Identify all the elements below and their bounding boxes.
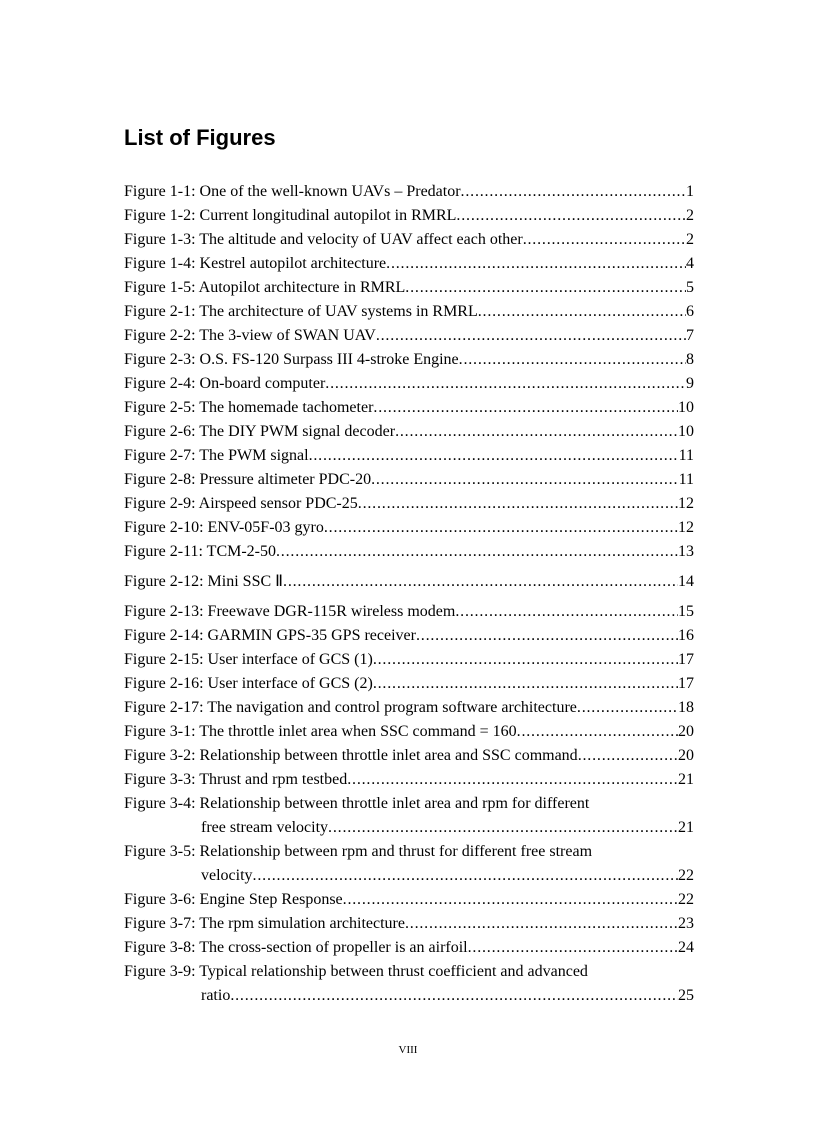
dot-leader	[577, 696, 678, 720]
dot-leader	[468, 936, 678, 960]
figure-entry[interactable]	[124, 276, 694, 300]
dot-leader	[371, 468, 679, 492]
dot-leader	[324, 516, 678, 540]
figure-page-number: 4	[686, 255, 694, 272]
figure-entry[interactable]	[124, 570, 694, 594]
figure-title: Figure 3-3: Thrust and rpm testbed	[124, 771, 348, 788]
dot-leader	[376, 324, 686, 348]
figure-list	[124, 180, 694, 1008]
dot-leader	[253, 864, 678, 888]
figure-entry[interactable]	[124, 492, 694, 516]
figure-title: Figure 2-7: The PWM signal	[124, 447, 309, 464]
figure-page-number: 15	[678, 603, 694, 620]
figure-page-number: 21	[678, 819, 694, 836]
figure-page-number: 13	[678, 543, 694, 560]
dot-leader	[395, 420, 678, 444]
figure-title: Figure 3-5: Relationship between rpm and thrust for different free stream	[124, 843, 593, 860]
dot-leader	[455, 600, 678, 624]
figure-title: Figure 3-6: Engine Step Response	[124, 891, 343, 908]
dot-leader	[386, 252, 686, 276]
figure-page-number: 22	[678, 867, 694, 884]
figure-title: Figure 3-9: Typical relationship between thrust coefficient and advanced	[124, 963, 588, 980]
figure-entry[interactable]	[124, 936, 694, 960]
figure-page-number: 16	[678, 627, 694, 644]
figure-page-number: 12	[678, 495, 694, 512]
figure-entry[interactable]	[124, 672, 694, 696]
figure-entry[interactable]	[124, 720, 694, 744]
figure-entry[interactable]	[124, 840, 694, 888]
figure-title-continued: velocity	[201, 867, 253, 884]
figure-page-number: 24	[678, 939, 694, 956]
figure-entry[interactable]	[124, 324, 694, 348]
figure-entry[interactable]	[124, 204, 694, 228]
figure-entry[interactable]	[124, 624, 694, 648]
figure-page-number: 20	[678, 723, 694, 740]
dot-leader	[343, 888, 678, 912]
figure-page-number: 25	[678, 987, 694, 1004]
dot-leader	[309, 444, 679, 468]
figure-page-number: 9	[686, 375, 694, 392]
dot-leader	[478, 300, 686, 324]
figure-title: Figure 2-17: The navigation and control program software architecture	[124, 699, 577, 716]
figure-page-number: 12	[678, 519, 694, 536]
figure-page-number: 1	[686, 183, 694, 200]
figure-title: Figure 2-10: ENV-05F-03 gyro	[124, 519, 324, 536]
figure-title: Figure 2-13: Freewave DGR-115R wireless modem	[124, 603, 456, 620]
page-title: List of Figures	[124, 125, 276, 150]
figure-entry[interactable]	[124, 444, 694, 468]
figure-page-number: 22	[678, 891, 694, 908]
dot-leader	[276, 540, 678, 564]
figure-page-number: 6	[686, 303, 694, 320]
figure-title: Figure 2-16: User interface of GCS (2)	[124, 675, 373, 692]
figure-page-number: 8	[686, 351, 694, 368]
figure-page-number: 2	[686, 231, 694, 248]
figure-title: Figure 1-3: The altitude and velocity of UAV affect each other	[124, 231, 523, 248]
dot-leader	[328, 816, 678, 840]
dot-leader	[578, 744, 678, 768]
figure-page-number: 17	[678, 675, 694, 692]
dot-leader	[373, 396, 678, 420]
figure-entry[interactable]	[124, 960, 694, 1008]
figure-entry[interactable]	[124, 396, 694, 420]
figure-title: Figure 3-8: The cross-section of propeller is an airfoil	[124, 939, 468, 956]
figure-title: Figure 2-9: Airspeed sensor PDC-25	[124, 495, 358, 512]
figure-entry[interactable]	[124, 348, 694, 372]
figure-entry[interactable]	[124, 648, 694, 672]
figure-page-number: 18	[678, 699, 694, 716]
figure-entry[interactable]	[124, 744, 694, 768]
figure-page-number: 14	[678, 573, 694, 590]
figure-title: Figure 2-15: User interface of GCS (1)	[124, 651, 373, 668]
dot-leader	[230, 984, 678, 1008]
figure-title: Figure 2-12: Mini SSC Ⅱ	[124, 573, 284, 590]
figure-page-number: 11	[678, 471, 694, 488]
figure-entry[interactable]	[124, 468, 694, 492]
figure-entry[interactable]	[124, 792, 694, 840]
figure-entry[interactable]	[124, 252, 694, 276]
dot-leader	[461, 180, 686, 204]
figure-title-continued: free stream velocity	[201, 819, 329, 836]
figure-title: Figure 3-7: The rpm simulation architecture	[124, 915, 405, 932]
figure-entry[interactable]	[124, 516, 694, 540]
dot-leader	[459, 348, 686, 372]
figure-title: Figure 1-2: Current longitudinal autopilot in RMRL	[124, 207, 457, 224]
figure-title: Figure 1-5: Autopilot architecture in RMRL	[124, 279, 406, 296]
dot-leader	[456, 204, 686, 228]
figure-page-number: 23	[678, 915, 694, 932]
figure-title: Figure 2-14: GARMIN GPS-35 GPS receiver	[124, 627, 416, 644]
page-number-footer: VIII	[398, 1044, 418, 1056]
figure-page-number: 20	[678, 747, 694, 764]
dot-leader	[517, 720, 678, 744]
figure-title: Figure 2-3: O.S. FS-120 Surpass III 4-stroke Engine	[124, 351, 459, 368]
figure-entry[interactable]	[124, 912, 694, 936]
dot-leader	[358, 492, 678, 516]
figure-page-number: 17	[678, 651, 694, 668]
figure-page-number: 11	[678, 447, 694, 464]
figure-page-number: 21	[678, 771, 694, 788]
dot-leader	[347, 768, 678, 792]
dot-leader	[325, 372, 686, 396]
dot-leader	[405, 912, 678, 936]
figure-entry[interactable]	[124, 300, 694, 324]
figure-title: Figure 2-1: The architecture of UAV systems in RMRL	[124, 303, 478, 320]
figure-title: Figure 3-2: Relationship between throttle inlet area and SSC command	[124, 747, 578, 764]
figure-title: Figure 2-5: The homemade tachometer	[124, 399, 374, 416]
dot-leader	[373, 648, 678, 672]
figure-entry[interactable]	[124, 888, 694, 912]
figure-entry[interactable]	[124, 228, 694, 252]
figure-title: Figure 3-1: The throttle inlet area when SSC command = 160	[124, 723, 517, 740]
figure-entry[interactable]	[124, 600, 694, 624]
dot-leader	[405, 276, 686, 300]
figure-title: Figure 1-4: Kestrel autopilot architecture	[124, 255, 387, 272]
figure-entry[interactable]	[124, 696, 694, 720]
figure-title: Figure 1-1: One of the well-known UAVs – Predator	[124, 183, 461, 200]
figure-entry[interactable]	[124, 180, 694, 204]
figure-title: Figure 2-8: Pressure altimeter PDC-20	[124, 471, 372, 488]
figure-page-number: 10	[678, 423, 694, 440]
figure-title-continued: ratio	[201, 987, 231, 1004]
figure-title: Figure 2-4: On-board computer	[124, 375, 326, 392]
figure-title: Figure 2-2: The 3-view of SWAN UAV	[124, 327, 376, 344]
figure-page-number: 10	[678, 399, 694, 416]
dot-leader	[523, 228, 686, 252]
figure-page-number: 2	[686, 207, 694, 224]
figure-title: Figure 2-11: TCM-2-50	[124, 543, 276, 560]
figure-entry[interactable]	[124, 372, 694, 396]
figure-page-number: 5	[686, 279, 694, 296]
dot-leader	[416, 624, 678, 648]
dot-leader	[373, 672, 678, 696]
figure-title: Figure 3-4: Relationship between throttle inlet area and rpm for different	[124, 795, 590, 812]
dot-leader	[283, 570, 678, 594]
figure-entry[interactable]	[124, 768, 694, 792]
figure-entry[interactable]	[124, 420, 694, 444]
figure-page-number: 7	[686, 327, 694, 344]
figure-title: Figure 2-6: The DIY PWM signal decoder	[124, 423, 396, 440]
figure-entry[interactable]	[124, 540, 694, 564]
